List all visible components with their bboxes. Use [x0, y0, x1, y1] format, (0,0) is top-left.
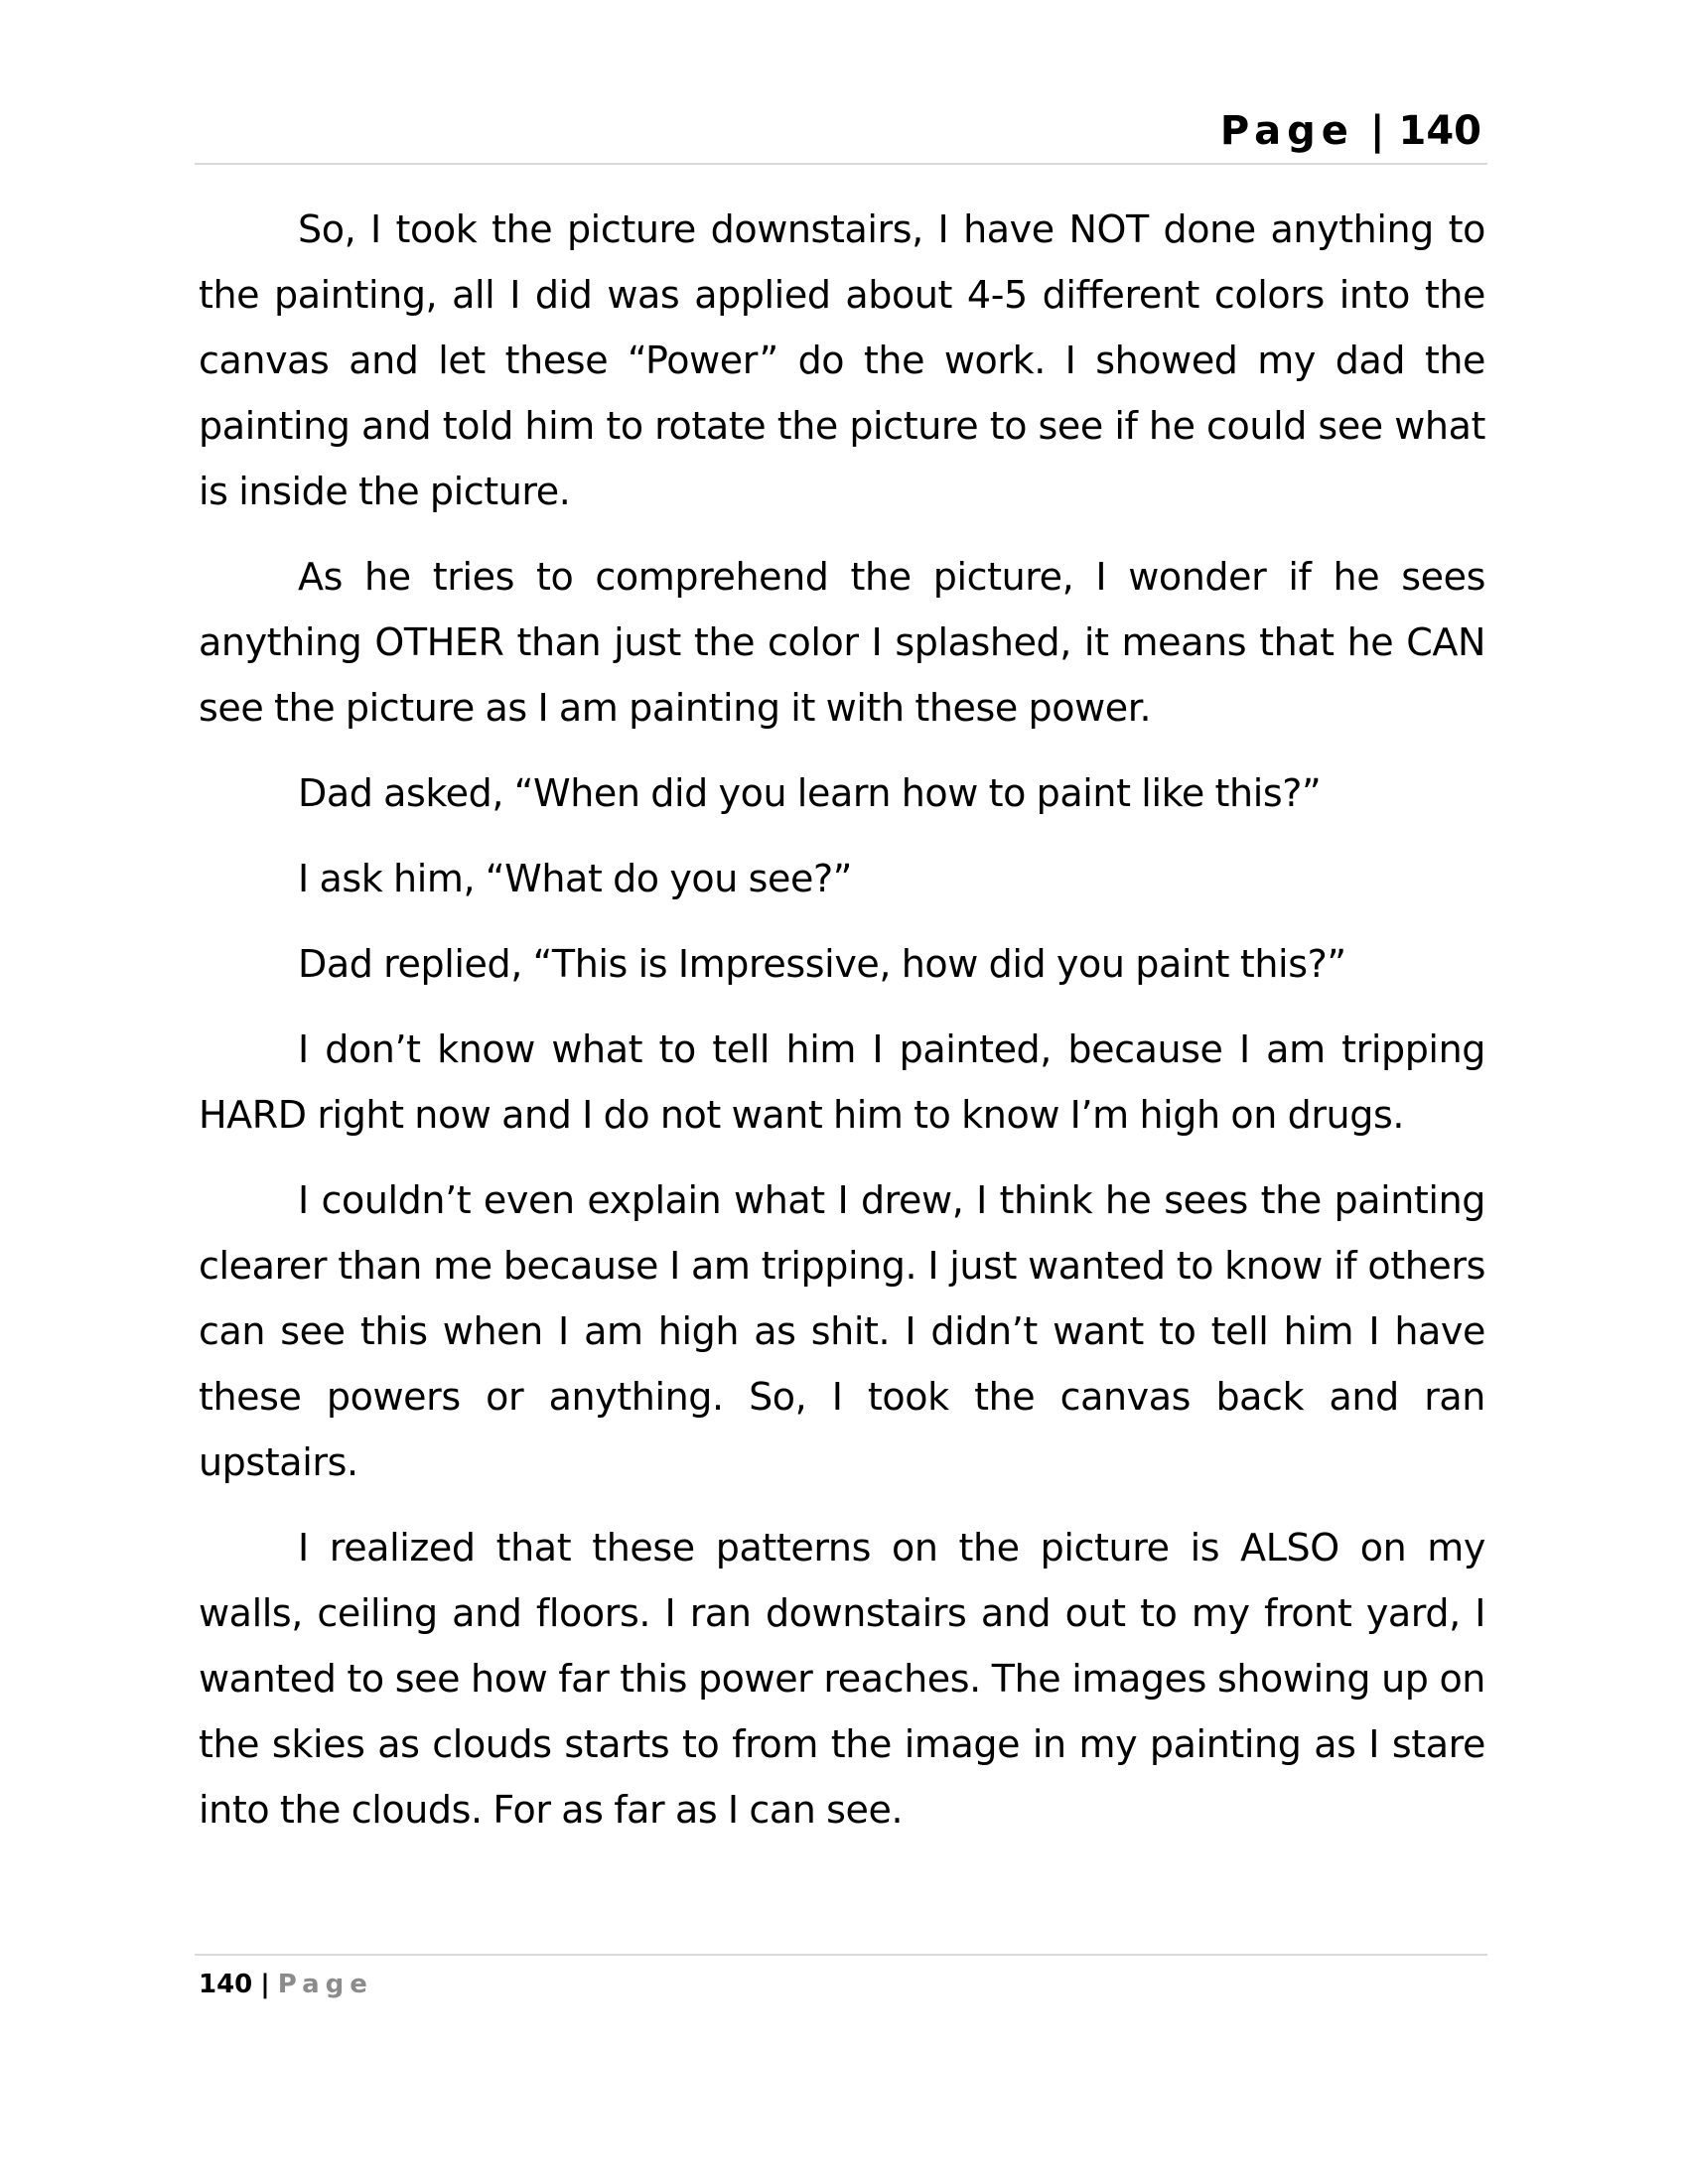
page-footer — [195, 1954, 1487, 1999]
paragraph-5: Dad replied, “This is Impressive, how did you paint this?” — [298, 942, 1346, 986]
paragraph-3: Dad asked, “When did you learn how to paint like this?” — [298, 771, 1322, 815]
footer-number: 140 — [199, 1970, 253, 1999]
paragraph-7: I couldn’t even explain what I drew, I think he sees the painting clearer than me because I am tripping. I just wanted to know if others can see this when I am high as shit. I didn’t want to tell him I have these powers or anything. So, I took the canvas back and ran upstairs. — [199, 1178, 1485, 1484]
header-page-number — [1220, 103, 1481, 159]
header-number: 140 — [1398, 108, 1481, 154]
paragraph-4: I ask him, “What do you see?” — [298, 857, 853, 900]
header-page-label: Page — [1219, 108, 1354, 154]
paragraph-8: I realized that these patterns on the picture is ALSO on my walls, ceiling and floors. I ran downstairs and out to my front yard, I wanted to see how far this power reaches. The images showing up on the skies as clouds starts to from the image in my painting as I stare into the clouds. For as far as I can see. — [199, 1526, 1485, 1832]
page-body — [199, 197, 1485, 1862]
footer-page-number — [199, 1966, 373, 2003]
footer-page-label: Page — [277, 1970, 373, 1999]
page-header — [195, 103, 1487, 165]
paragraph-2: As he tries to comprehend the picture, I wonder if he sees anything OTHER than just the color I splashed, it means that he CAN see the picture as I am painting it with these power. — [199, 555, 1485, 730]
paragraph-6: I don’t know what to tell him I painted, because I am tripping HARD right now and I do not want him to know I’m high on drugs. — [199, 1027, 1485, 1137]
header-separator: | — [1369, 108, 1385, 154]
paragraph-1: So, I took the picture downstairs, I have NOT done anything to the painting, all I did was applied about 4-5 different colors into the canvas and let these “Power” do the work. I showed my dad the painting and told him to rotate the picture to see if he could see what is inside the picture. — [199, 207, 1485, 513]
footer-separator: | — [260, 1970, 270, 1999]
